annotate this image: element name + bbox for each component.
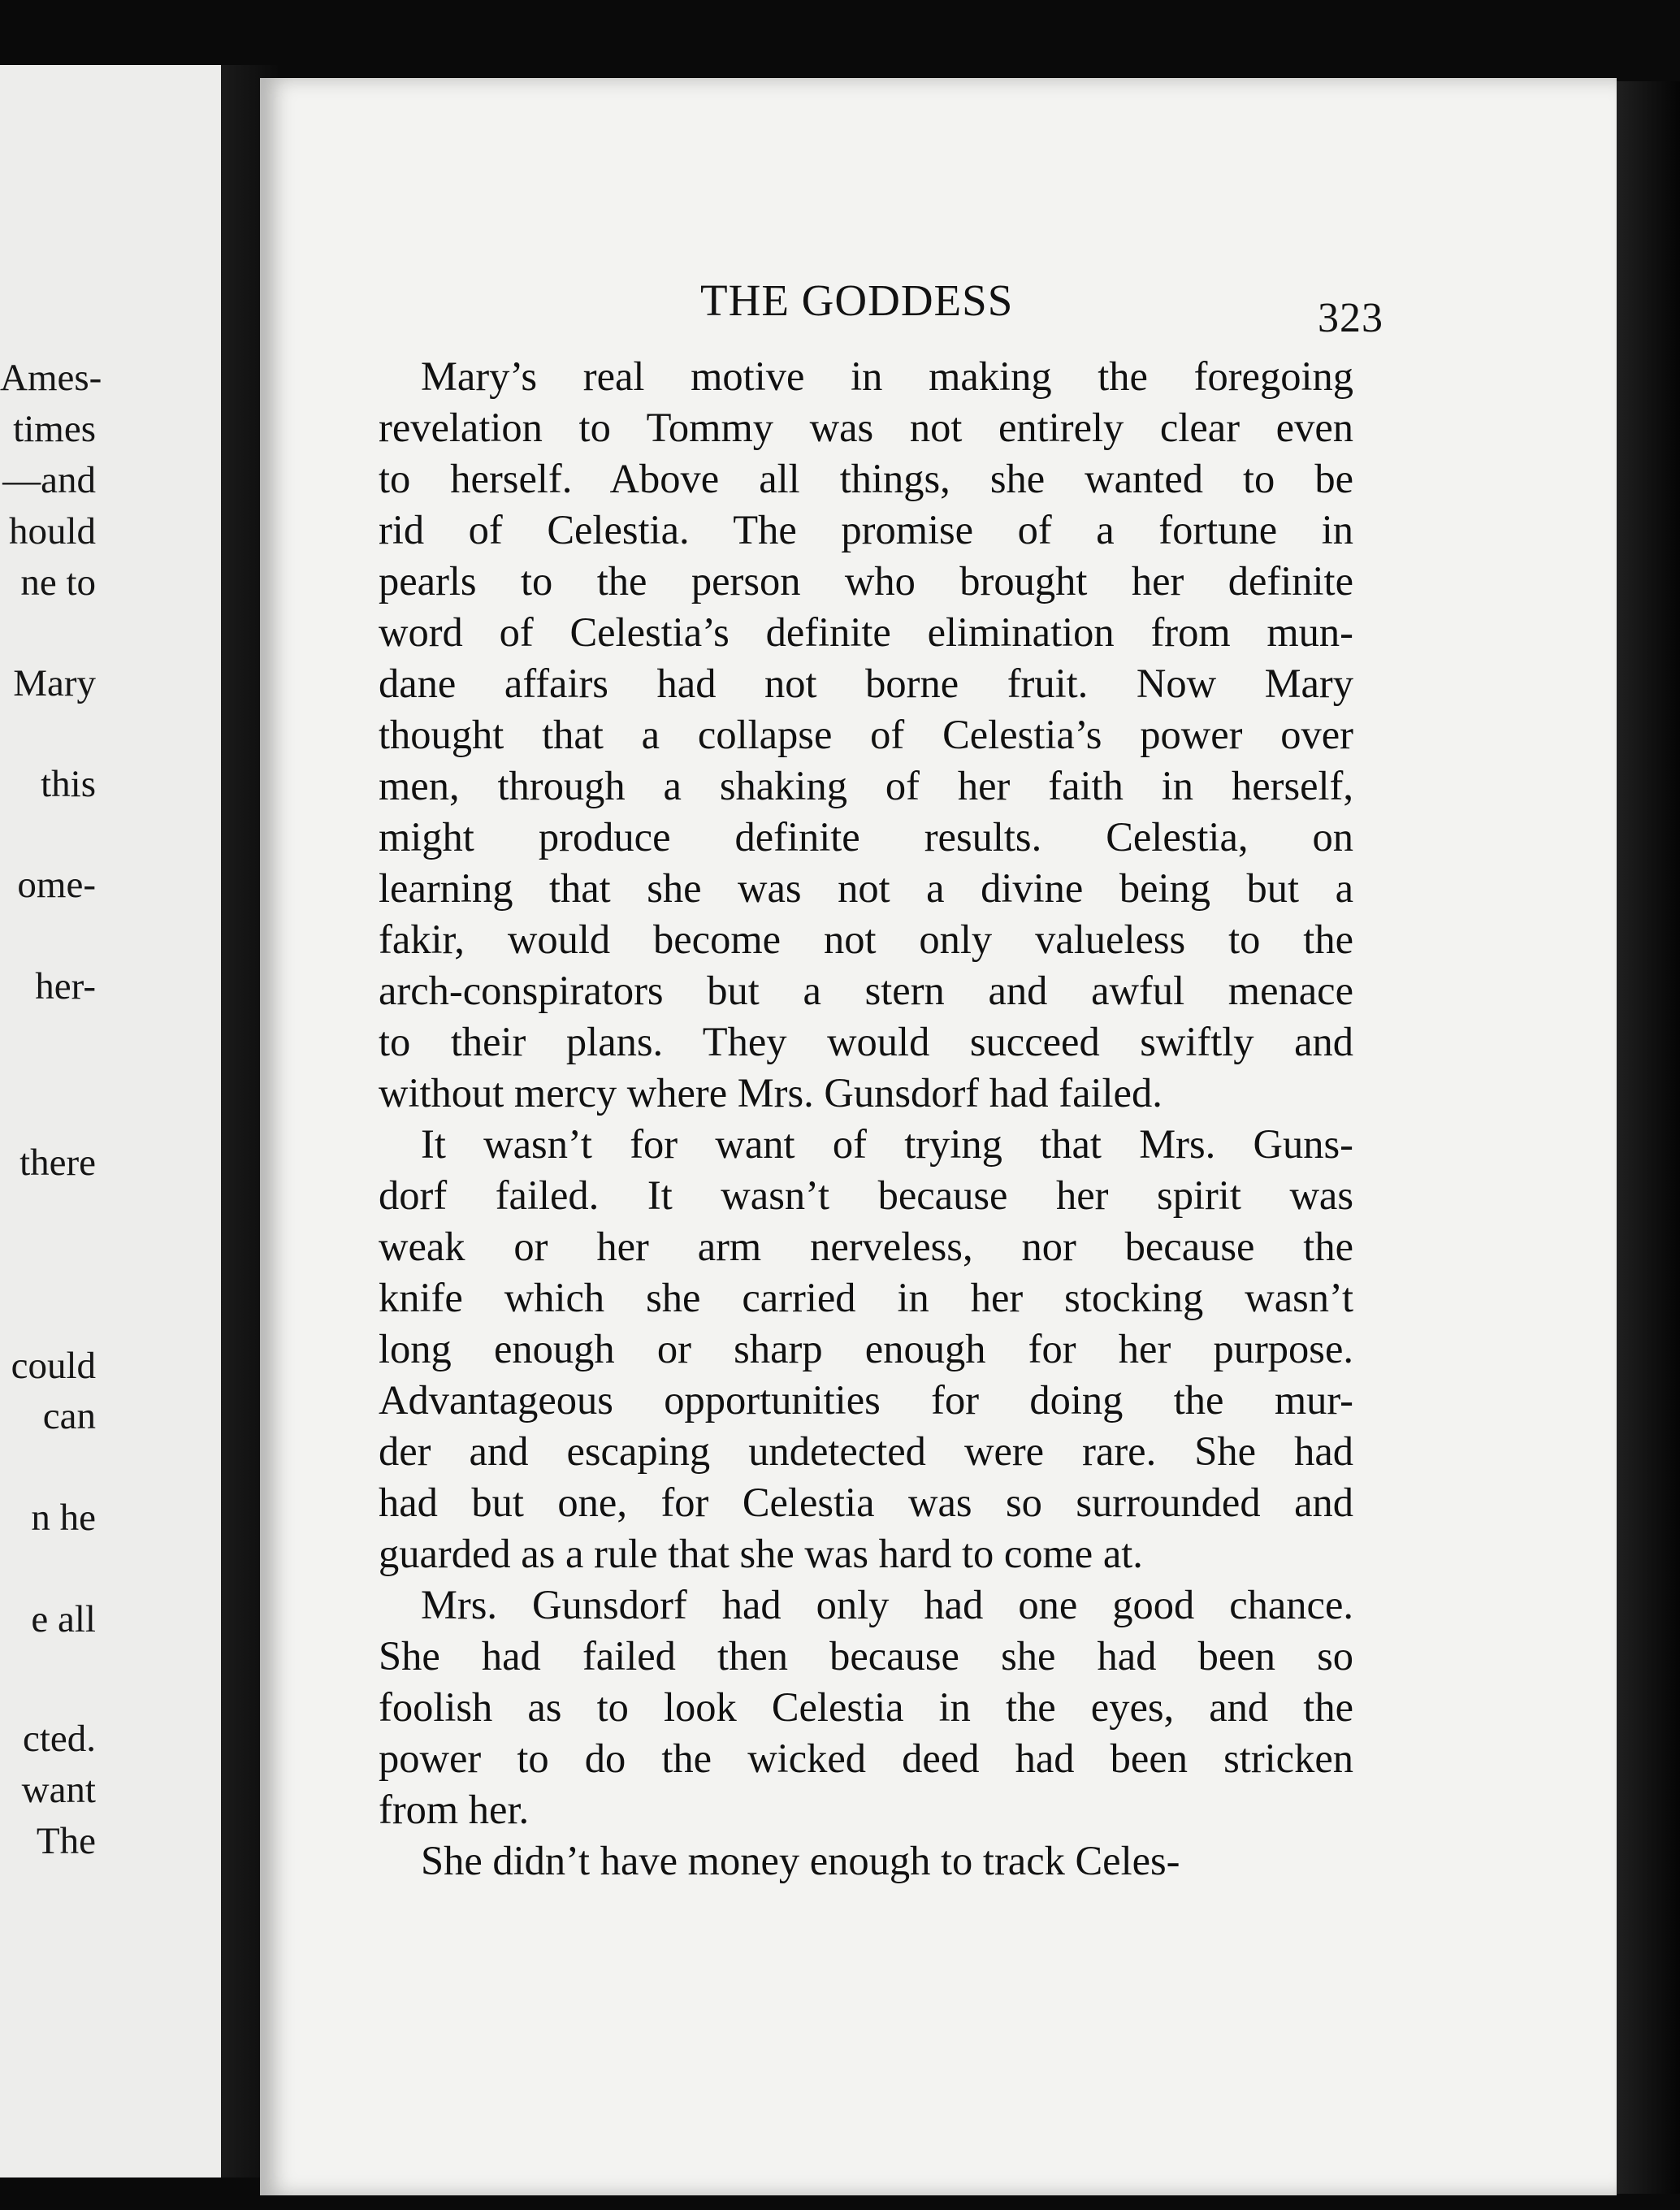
text-line: revelation to Tommy was not entirely clear even <box>379 405 1353 450</box>
page-number: 323 <box>1318 295 1383 341</box>
text-line: She didn’t have money enough to track Celes- <box>421 1838 1180 1883</box>
text-line: dane affairs had not borne fruit. Now Mary <box>379 661 1353 706</box>
facing-page-line: ne to <box>20 561 96 604</box>
text-line: guarded as a rule that she was hard to come at. <box>379 1531 1143 1576</box>
text-line: arch-conspirators but a stern and awful menace <box>379 968 1353 1013</box>
facing-page-line: n he <box>31 1497 96 1539</box>
text-line: weak or her arm nerveless, nor because the <box>379 1224 1353 1269</box>
facing-page-line: Ames- <box>0 357 102 399</box>
text-line: pearls to the person who brought her definite <box>379 558 1353 604</box>
text-line: had but one, for Celestia was so surrounded and <box>379 1480 1353 1525</box>
text-line: Mrs. Gunsdorf had only had one good chance. <box>421 1582 1353 1627</box>
text-line: thought that a collapse of Celestia’s power over <box>379 712 1353 757</box>
facing-page-line: want <box>21 1769 96 1811</box>
text-line: knife which she carried in her stocking wasn’t <box>379 1275 1353 1320</box>
facing-page-line: there <box>19 1142 96 1184</box>
text-line: learning that she was not a divine being but a <box>379 865 1353 911</box>
facing-page-line: can <box>42 1395 96 1437</box>
facing-page-line: hould <box>8 510 96 552</box>
facing-page-line: could <box>11 1345 96 1387</box>
text-line: long enough or sharp enough for her purpose. <box>379 1326 1353 1372</box>
text-line: from her. <box>379 1787 530 1832</box>
text-line: to their plans. They would succeed swiftly and <box>379 1019 1353 1064</box>
text-line: Advantageous opportunities for doing the mur- <box>379 1377 1353 1423</box>
text-line: fakir, would become not only valueless to the <box>379 916 1353 962</box>
page-edge <box>1617 81 1680 2194</box>
text-line: men, through a shaking of her faith in herself, <box>379 763 1353 808</box>
paragraph <box>379 1580 1353 1835</box>
text-line: Mary’s real motive in making the foregoing <box>421 353 1353 399</box>
text-line: might produce definite results. Celestia, on <box>379 814 1353 860</box>
body-text <box>379 351 1353 1887</box>
text-line: without mercy where Mrs. Gunsdorf had failed. <box>379 1070 1163 1116</box>
paragraph <box>379 1835 1353 1887</box>
text-line: foolish as to look Celestia in the eyes, and the <box>379 1684 1353 1730</box>
facing-page-line: cted. <box>22 1718 96 1760</box>
text-line: to herself. Above all things, she wanted to be <box>379 456 1353 501</box>
page-title: THE GODDESS <box>700 275 1014 325</box>
paragraph <box>379 351 1353 1119</box>
facing-page-line: —and <box>2 459 96 501</box>
facing-page-line: The <box>36 1820 96 1862</box>
facing-page-line: ome- <box>17 864 96 906</box>
text-line: rid of Celestia. The promise of a fortune in <box>379 507 1353 552</box>
facing-page-line: times <box>13 408 96 450</box>
facing-page-line: Mary <box>13 662 96 704</box>
text-line: der and escaping undetected were rare. She had <box>379 1428 1353 1474</box>
facing-page-line: e all <box>31 1598 96 1640</box>
text-line: She had failed then because she had been so <box>379 1633 1353 1679</box>
text-line: dorf failed. It wasn’t because her spirit was <box>379 1172 1353 1218</box>
text-line: power to do the wicked deed had been stricken <box>379 1736 1353 1781</box>
facing-page-line: her- <box>35 965 96 1008</box>
text-line: word of Celestia’s definite elimination from mun- <box>379 609 1353 655</box>
text-line: It wasn’t for want of trying that Mrs. Guns- <box>421 1121 1353 1167</box>
facing-page-line: this <box>41 763 96 805</box>
paragraph <box>379 1119 1353 1580</box>
